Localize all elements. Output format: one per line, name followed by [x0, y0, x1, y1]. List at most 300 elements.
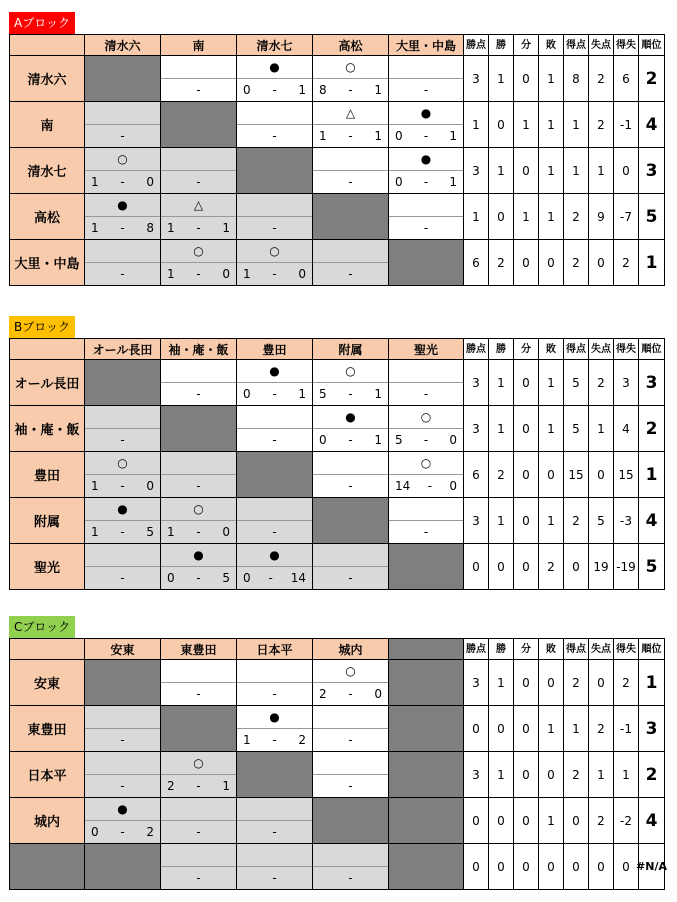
stat-value: 0 — [514, 752, 539, 798]
match-result-mark — [313, 148, 388, 171]
match-score: 1 - 0 — [161, 263, 236, 286]
rank-value: #N/A — [639, 844, 665, 890]
match-score: - — [237, 867, 312, 890]
stats-header: 得点 — [564, 338, 589, 360]
match-cell — [237, 56, 313, 102]
stats-header: 分 — [514, 638, 539, 660]
stat-value: 1 — [539, 56, 564, 102]
stats-header: 勝 — [489, 338, 514, 360]
stat-value: 0 — [489, 798, 514, 844]
match-cell — [85, 844, 161, 890]
stat-value: 0 — [614, 844, 639, 890]
stat-value: 15 — [614, 452, 639, 498]
match-score: - — [161, 383, 236, 406]
match-cell — [237, 240, 313, 286]
stat-value: 1 — [463, 194, 489, 240]
match-cell — [85, 360, 161, 406]
match-score: - — [389, 79, 463, 102]
team-row-label: 清水六 — [9, 56, 85, 102]
rank-value: 1 — [639, 240, 665, 286]
match-cell — [161, 194, 237, 240]
match-score: - — [85, 775, 160, 798]
match-score: 0 - 2 — [85, 821, 160, 844]
team-row-label: 城内 — [9, 798, 85, 844]
stat-value: 3 — [463, 752, 489, 798]
team-row-label: 附属 — [9, 498, 85, 544]
match-score: 0 - 1 — [389, 125, 463, 148]
team-column-header: 大里・中島 — [389, 34, 464, 56]
rank-value: 4 — [639, 498, 665, 544]
match-cell — [313, 844, 389, 890]
block-1 — [0, 316, 677, 596]
match-score: 1 - 0 — [85, 171, 160, 194]
match-score: 0 - 1 — [389, 171, 463, 194]
header-corner — [9, 34, 85, 56]
stat-value: 3 — [463, 498, 489, 544]
match-cell — [237, 844, 313, 890]
stats-header: 勝点 — [463, 638, 489, 660]
stat-value: 2 — [564, 752, 589, 798]
team-row-label: 袖・庵・飯 — [9, 406, 85, 452]
stat-value: 0 — [564, 798, 589, 844]
match-score: - — [161, 683, 236, 706]
match-score: - — [237, 125, 312, 148]
stats-header: 勝 — [489, 638, 514, 660]
header-corner — [9, 638, 85, 660]
match-result-mark: ○ — [161, 240, 236, 263]
match-cell — [85, 102, 161, 148]
match-result-mark — [161, 798, 236, 821]
match-result-mark: ● — [161, 544, 236, 567]
match-cell — [237, 148, 313, 194]
team-row-label: 豊田 — [9, 452, 85, 498]
stats-header: 得点 — [564, 638, 589, 660]
match-score: 1 - 2 — [237, 729, 312, 752]
stat-value: 2 — [489, 452, 514, 498]
stat-value: 0 — [489, 706, 514, 752]
stats-header: 分 — [514, 34, 539, 56]
match-cell — [389, 544, 464, 590]
stat-value: 0 — [539, 844, 564, 890]
match-cell — [313, 798, 389, 844]
standings-grid — [9, 338, 457, 590]
match-result-mark: ○ — [161, 498, 236, 521]
match-score: - — [161, 821, 236, 844]
stat-value: 0 — [514, 240, 539, 286]
team-column-header: 清水六 — [85, 34, 161, 56]
match-result-mark: ○ — [237, 240, 312, 263]
team-row-label: 高松 — [9, 194, 85, 240]
stat-value: 2 — [564, 498, 589, 544]
match-cell — [161, 752, 237, 798]
stat-value: 0 — [514, 706, 539, 752]
stat-value: 0 — [514, 452, 539, 498]
match-cell — [85, 406, 161, 452]
match-score: - — [313, 775, 388, 798]
match-result-mark: ○ — [313, 56, 388, 79]
match-score: - — [85, 567, 160, 590]
stats-table — [463, 338, 665, 590]
stat-value: 0 — [514, 56, 539, 102]
match-score: 5 - 0 — [389, 429, 463, 452]
stat-value: 1 — [539, 406, 564, 452]
stat-value: 0 — [539, 240, 564, 286]
stat-value: 6 — [614, 56, 639, 102]
stats-table — [463, 34, 665, 286]
stat-value: 3 — [463, 660, 489, 706]
block-label: Cブロック — [9, 616, 75, 638]
match-result-mark — [313, 706, 388, 729]
stat-value: 1 — [539, 498, 564, 544]
match-result-mark: ○ — [313, 360, 388, 383]
match-result-mark — [313, 544, 388, 567]
match-score: - — [313, 567, 388, 590]
stat-value: 1 — [614, 752, 639, 798]
rank-value: 5 — [639, 194, 665, 240]
match-result-mark — [389, 498, 463, 521]
stat-value: 2 — [589, 706, 614, 752]
match-result-mark — [85, 544, 160, 567]
team-row-label: 大里・中島 — [9, 240, 85, 286]
stat-value: 5 — [589, 498, 614, 544]
match-result-mark: ● — [237, 706, 312, 729]
rank-value: 3 — [639, 148, 665, 194]
match-result-mark: ● — [389, 102, 463, 125]
match-result-mark: ○ — [85, 148, 160, 171]
stats-header: 失点 — [589, 638, 614, 660]
stats-header: 敗 — [539, 338, 564, 360]
match-cell — [85, 148, 161, 194]
block-label: Bブロック — [9, 316, 75, 338]
header-row — [9, 34, 464, 56]
match-result-mark — [237, 406, 312, 429]
match-score: - — [161, 867, 236, 890]
stat-value: 0 — [514, 498, 539, 544]
match-result-mark: ● — [237, 544, 312, 567]
match-score: - — [237, 217, 312, 240]
match-result-mark — [85, 240, 160, 263]
stat-value: 15 — [564, 452, 589, 498]
match-result-mark: △ — [161, 194, 236, 217]
stat-value: -2 — [614, 798, 639, 844]
block-2 — [0, 616, 677, 896]
stats-header: 分 — [514, 338, 539, 360]
match-cell — [313, 706, 389, 752]
match-score: - — [313, 867, 388, 890]
team-row-label: 安東 — [9, 660, 85, 706]
stat-value: 5 — [564, 406, 589, 452]
match-cell — [313, 406, 389, 452]
match-cell — [389, 148, 464, 194]
match-cell — [85, 752, 161, 798]
match-score: 8 - 1 — [313, 79, 388, 102]
match-score: - — [237, 429, 312, 452]
match-result-mark: ● — [85, 194, 160, 217]
stats-table — [463, 638, 665, 890]
stat-value: -7 — [614, 194, 639, 240]
stat-value: 0 — [589, 844, 614, 890]
match-score: - — [237, 521, 312, 544]
team-column-header: 清水七 — [237, 34, 313, 56]
stat-value: 2 — [489, 240, 514, 286]
match-cell — [313, 360, 389, 406]
match-score: 2 - 0 — [313, 683, 388, 706]
stat-value: 2 — [589, 798, 614, 844]
rank-value: 2 — [639, 406, 665, 452]
stat-value: 2 — [589, 102, 614, 148]
block-0 — [0, 12, 677, 292]
match-cell — [161, 406, 237, 452]
stat-value: 1 — [489, 406, 514, 452]
match-cell — [161, 102, 237, 148]
stat-value: 6 — [463, 240, 489, 286]
stat-value: 2 — [564, 194, 589, 240]
match-cell — [161, 452, 237, 498]
match-result-mark: ● — [237, 56, 312, 79]
match-cell — [237, 102, 313, 148]
stat-value: 0 — [514, 148, 539, 194]
match-cell — [389, 844, 464, 890]
match-cell — [161, 544, 237, 590]
match-score: - — [85, 125, 160, 148]
stat-value: 0 — [564, 844, 589, 890]
match-score: - — [313, 475, 388, 498]
match-result-mark — [389, 56, 463, 79]
stat-value: -1 — [614, 102, 639, 148]
stats-header: 敗 — [539, 638, 564, 660]
match-cell — [313, 660, 389, 706]
match-score: 1 - 1 — [161, 217, 236, 240]
match-cell — [85, 452, 161, 498]
match-cell — [85, 544, 161, 590]
match-score: 1 - 1 — [313, 125, 388, 148]
stats-header: 失点 — [589, 338, 614, 360]
standings-grid — [9, 34, 457, 286]
match-cell — [313, 752, 389, 798]
match-cell — [237, 544, 313, 590]
match-score: 1 - 5 — [85, 521, 160, 544]
match-result-mark — [313, 752, 388, 775]
stat-value: 4 — [614, 406, 639, 452]
team-row-label: 東豊田 — [9, 706, 85, 752]
match-result-mark — [161, 360, 236, 383]
match-cell — [85, 240, 161, 286]
match-cell — [389, 360, 464, 406]
match-result-mark — [313, 240, 388, 263]
match-cell — [237, 798, 313, 844]
header-row — [9, 338, 464, 360]
match-result-mark — [237, 498, 312, 521]
match-cell — [389, 102, 464, 148]
rank-value: 1 — [639, 660, 665, 706]
stat-value: 6 — [463, 452, 489, 498]
stat-value: 0 — [514, 544, 539, 590]
stat-value: 3 — [463, 406, 489, 452]
stat-value: 0 — [463, 544, 489, 590]
team-column-header: 日本平 — [237, 638, 313, 660]
match-cell — [161, 706, 237, 752]
team-column-header: 袖・庵・飯 — [161, 338, 237, 360]
match-cell — [313, 148, 389, 194]
match-cell — [237, 498, 313, 544]
stat-value: 0 — [564, 544, 589, 590]
rank-value: 4 — [639, 798, 665, 844]
match-cell — [313, 498, 389, 544]
stats-header: 順位 — [639, 338, 665, 360]
match-cell — [237, 406, 313, 452]
match-score: - — [85, 263, 160, 286]
stat-value: 1 — [514, 102, 539, 148]
stat-value: 2 — [589, 360, 614, 406]
match-result-mark — [161, 844, 236, 867]
match-result-mark — [161, 148, 236, 171]
match-score: 5 - 1 — [313, 383, 388, 406]
match-result-mark — [237, 844, 312, 867]
stats-header: 勝点 — [463, 338, 489, 360]
team-column-header: 附属 — [313, 338, 389, 360]
stat-value: 0 — [589, 240, 614, 286]
stat-value: 3 — [463, 148, 489, 194]
stat-value: 1 — [539, 148, 564, 194]
stat-value: 1 — [589, 148, 614, 194]
match-cell — [237, 452, 313, 498]
rank-value: 4 — [639, 102, 665, 148]
team-column-header: 安東 — [85, 638, 161, 660]
match-score: - — [85, 729, 160, 752]
stat-value: 2 — [614, 240, 639, 286]
match-cell — [161, 148, 237, 194]
stats-header: 得失 — [614, 638, 639, 660]
match-result-mark — [85, 706, 160, 729]
match-result-mark: ○ — [389, 406, 463, 429]
match-cell — [389, 660, 464, 706]
match-cell — [389, 452, 464, 498]
stat-value: 1 — [564, 102, 589, 148]
block-label: Aブロック — [9, 12, 75, 34]
stat-value: 1 — [539, 194, 564, 240]
rank-value: 3 — [639, 360, 665, 406]
match-cell — [389, 406, 464, 452]
match-cell — [237, 194, 313, 240]
stat-value: 0 — [514, 360, 539, 406]
match-result-mark — [161, 660, 236, 683]
stat-value: 0 — [539, 452, 564, 498]
stats-header: 勝点 — [463, 34, 489, 56]
stat-value: 0 — [489, 844, 514, 890]
stat-value: 5 — [564, 360, 589, 406]
team-row-label: 聖光 — [9, 544, 85, 590]
match-cell — [161, 844, 237, 890]
match-cell — [237, 706, 313, 752]
team-column-header — [389, 638, 464, 660]
match-cell — [389, 240, 464, 286]
stat-value: 9 — [589, 194, 614, 240]
match-score: 0 - 5 — [161, 567, 236, 590]
match-cell — [85, 798, 161, 844]
team-column-header: オール長田 — [85, 338, 161, 360]
match-cell — [237, 360, 313, 406]
stat-value: 0 — [614, 148, 639, 194]
match-score: 1 - 0 — [237, 263, 312, 286]
stats-header: 順位 — [639, 638, 665, 660]
stat-value: 3 — [614, 360, 639, 406]
standings-grid — [9, 638, 386, 890]
match-result-mark — [161, 452, 236, 475]
match-result-mark — [85, 102, 160, 125]
match-cell — [389, 798, 464, 844]
match-result-mark — [85, 752, 160, 775]
match-result-mark — [237, 798, 312, 821]
match-result-mark: ● — [389, 148, 463, 171]
stat-value: 1 — [539, 798, 564, 844]
match-score: 0 - 14 — [237, 567, 312, 590]
match-score: - — [313, 263, 388, 286]
match-result-mark: ● — [313, 406, 388, 429]
team-column-header: 豊田 — [237, 338, 313, 360]
stat-value: 19 — [589, 544, 614, 590]
stat-value: 1 — [489, 660, 514, 706]
team-column-header: 城内 — [313, 638, 389, 660]
stat-value: 1 — [463, 102, 489, 148]
stat-value: 2 — [564, 240, 589, 286]
match-result-mark: ● — [85, 498, 160, 521]
team-column-header: 聖光 — [389, 338, 464, 360]
match-cell — [389, 498, 464, 544]
team-row-label: 南 — [9, 102, 85, 148]
match-result-mark: ● — [237, 360, 312, 383]
match-cell — [389, 56, 464, 102]
match-score: - — [237, 821, 312, 844]
stats-header: 敗 — [539, 34, 564, 56]
match-result-mark — [389, 194, 463, 217]
match-result-mark — [161, 56, 236, 79]
stat-value: 1 — [489, 498, 514, 544]
match-cell — [161, 498, 237, 544]
match-cell — [85, 706, 161, 752]
match-result-mark: ○ — [313, 660, 388, 683]
stat-value: 1 — [489, 148, 514, 194]
match-result-mark: △ — [313, 102, 388, 125]
stat-value: 1 — [539, 360, 564, 406]
stat-value: 0 — [514, 660, 539, 706]
stat-value: 2 — [589, 56, 614, 102]
rank-value: 5 — [639, 544, 665, 590]
match-cell — [161, 56, 237, 102]
match-cell — [313, 544, 389, 590]
match-score: 1 - 0 — [161, 521, 236, 544]
match-score: - — [85, 429, 160, 452]
match-score: - — [389, 521, 463, 544]
stat-value: 2 — [539, 544, 564, 590]
stat-value: 8 — [564, 56, 589, 102]
stat-value: 3 — [463, 360, 489, 406]
match-cell — [85, 194, 161, 240]
match-score: - — [313, 171, 388, 194]
stat-value: 1 — [589, 406, 614, 452]
match-cell — [85, 660, 161, 706]
match-cell — [161, 660, 237, 706]
stat-value: 1 — [489, 752, 514, 798]
match-score: 0 - 1 — [237, 79, 312, 102]
stats-header: 得失 — [614, 34, 639, 56]
stat-value: 1 — [589, 752, 614, 798]
stat-value: 1 — [489, 360, 514, 406]
team-row-label: 清水七 — [9, 148, 85, 194]
stat-value: 0 — [539, 660, 564, 706]
stats-header: 順位 — [639, 34, 665, 56]
stat-value: 0 — [514, 406, 539, 452]
rank-value: 2 — [639, 752, 665, 798]
